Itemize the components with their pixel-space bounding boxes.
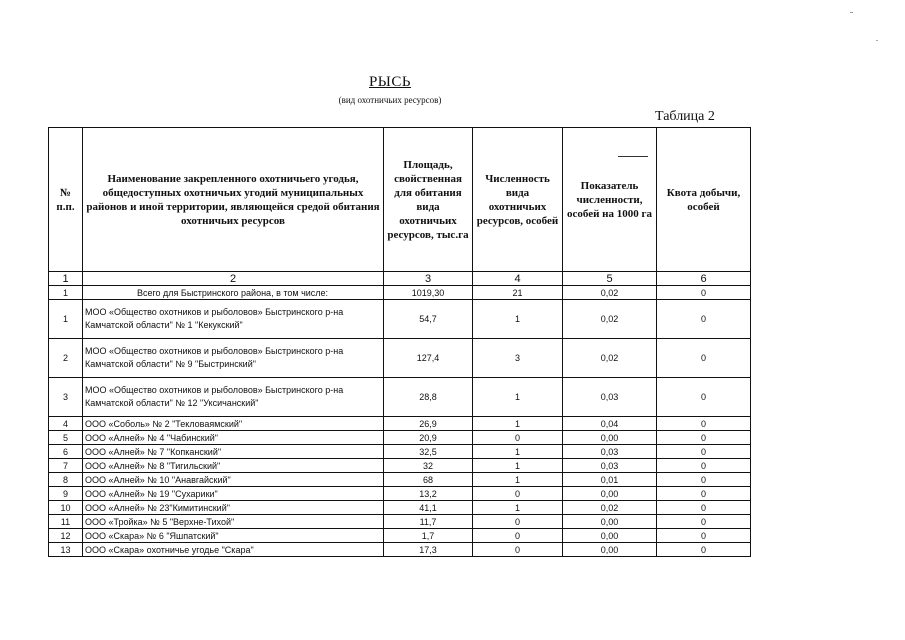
- row-quota: 0: [657, 515, 751, 529]
- header-name: Наименование закрепленного охотничьего угодья, общедоступных охотничьих угодий муниципальных районов и иной территории, являющейся средой обитания охотничьих ресурсов: [83, 128, 384, 272]
- row-count: 1: [473, 459, 563, 473]
- document-title: РЫСЬ: [368, 74, 412, 90]
- row-quota: 0: [657, 501, 751, 515]
- row-density: 0,02: [563, 501, 657, 515]
- row-name: МОО «Общество охотников и рыболовов» Быстринского р-на Камчатской области" № 9 "Быстринский": [83, 339, 384, 378]
- row-density: 0,00: [563, 529, 657, 543]
- row-density: 0,02: [563, 286, 657, 300]
- row-name: МОО «Общество охотников и рыболовов» Быстринского р-на Камчатской области" № 1 "Кекукский": [83, 300, 384, 339]
- row-quota: 0: [657, 529, 751, 543]
- table-row: [49, 300, 751, 339]
- table-row: [49, 501, 751, 515]
- row-density: 0,01: [563, 473, 657, 487]
- row-density: 0,00: [563, 543, 657, 557]
- row-count: 1: [473, 501, 563, 515]
- row-density: 0,04: [563, 417, 657, 431]
- row-quota: 0: [657, 417, 751, 431]
- row-area: 68: [384, 473, 473, 487]
- row-number: 9: [49, 487, 83, 501]
- row-count: 0: [473, 487, 563, 501]
- row-area: 20,9: [384, 431, 473, 445]
- row-count: 1: [473, 473, 563, 487]
- row-name: МОО «Общество охотников и рыболовов» Быстринского р-на Камчатской области" № 12 "Уксичанский": [83, 378, 384, 417]
- row-count: 21: [473, 286, 563, 300]
- column-number: 5: [563, 272, 657, 286]
- row-area: 1,7: [384, 529, 473, 543]
- column-number: 4: [473, 272, 563, 286]
- table-row: [49, 543, 751, 557]
- row-number: 6: [49, 445, 83, 459]
- header-quota: Квота добычи, особей: [657, 128, 751, 272]
- row-density: 0,02: [563, 300, 657, 339]
- table-row: [49, 473, 751, 487]
- row-density: 0,03: [563, 459, 657, 473]
- row-count: 1: [473, 445, 563, 459]
- row-number: 7: [49, 459, 83, 473]
- header-count: Численность вида охотничьих ресурсов, особей: [473, 128, 563, 272]
- row-area: 1019,30: [384, 286, 473, 300]
- header-area: Площадь, свойственная для обитания вида охотничьих ресурсов, тыс.га: [384, 128, 473, 272]
- row-density: 0,03: [563, 378, 657, 417]
- row-area: 13,2: [384, 487, 473, 501]
- row-area: 127,4: [384, 339, 473, 378]
- header-row: [49, 128, 751, 272]
- row-name: ООО «Алней» № 7 "Копканский": [83, 445, 384, 459]
- row-number: 13: [49, 543, 83, 557]
- table-row: [49, 417, 751, 431]
- table-row: [49, 339, 751, 378]
- row-quota: 0: [657, 487, 751, 501]
- table-row: [49, 445, 751, 459]
- header-number: № п.п.: [49, 128, 83, 272]
- row-number: 5: [49, 431, 83, 445]
- row-name: ООО «Алней» № 4 "Чабинский": [83, 431, 384, 445]
- row-density: 0,00: [563, 487, 657, 501]
- row-count: 0: [473, 515, 563, 529]
- row-area: 17,3: [384, 543, 473, 557]
- quota-table: [48, 127, 751, 557]
- column-number: 6: [657, 272, 751, 286]
- row-area: 32: [384, 459, 473, 473]
- table-row: [49, 431, 751, 445]
- column-number: 1: [49, 272, 83, 286]
- row-number: 4: [49, 417, 83, 431]
- table-row: [49, 515, 751, 529]
- row-count: 1: [473, 300, 563, 339]
- row-quota: 0: [657, 431, 751, 445]
- row-name: ООО «Алней» № 23"Кимитинский": [83, 501, 384, 515]
- scan-speck: [850, 12, 853, 13]
- row-density: 0,02: [563, 339, 657, 378]
- row-name: ООО «Соболь» № 2 "Текловаямский": [83, 417, 384, 431]
- row-count: 1: [473, 417, 563, 431]
- row-quota: 0: [657, 473, 751, 487]
- row-density: 0,03: [563, 445, 657, 459]
- column-number-row: [49, 272, 751, 286]
- row-name: Всего для Быстринского района, в том числе:: [83, 286, 384, 300]
- pen-mark: [618, 156, 648, 157]
- column-number: 3: [384, 272, 473, 286]
- row-name: ООО «Алней» № 10 "Анавгайский": [83, 473, 384, 487]
- row-area: 26,9: [384, 417, 473, 431]
- table-row: [49, 378, 751, 417]
- row-quota: 0: [657, 459, 751, 473]
- row-count: 0: [473, 543, 563, 557]
- row-area: 54,7: [384, 300, 473, 339]
- header-density: Показатель численности, особей на 1000 га: [563, 128, 657, 272]
- row-quota: 0: [657, 378, 751, 417]
- row-number: 10: [49, 501, 83, 515]
- row-number: 1: [49, 300, 83, 339]
- row-area: 28,8: [384, 378, 473, 417]
- row-name: ООО «Скара» № 6 "Яшпатский": [83, 529, 384, 543]
- row-count: 1: [473, 378, 563, 417]
- row-number: 11: [49, 515, 83, 529]
- row-area: 32,5: [384, 445, 473, 459]
- row-number: 2: [49, 339, 83, 378]
- row-count: 3: [473, 339, 563, 378]
- row-density: 0,00: [563, 515, 657, 529]
- row-name: ООО «Алней» № 8 "Тигильский": [83, 459, 384, 473]
- row-number: 8: [49, 473, 83, 487]
- scan-speck: [876, 40, 878, 41]
- row-area: 11,7: [384, 515, 473, 529]
- row-name: ООО «Алней» № 19 "Сухарики": [83, 487, 384, 501]
- row-quota: 0: [657, 286, 751, 300]
- row-name: ООО «Тройка» № 5 "Верхне-Тихой": [83, 515, 384, 529]
- row-quota: 0: [657, 339, 751, 378]
- row-quota: 0: [657, 300, 751, 339]
- column-number: 2: [83, 272, 384, 286]
- table-row: [49, 529, 751, 543]
- row-quota: 0: [657, 543, 751, 557]
- document-subtitle: (вид охотничьих ресурсов): [338, 95, 442, 105]
- row-quota: 0: [657, 445, 751, 459]
- row-number: 3: [49, 378, 83, 417]
- table-row-total: [49, 286, 751, 300]
- row-count: 0: [473, 431, 563, 445]
- table-row: [49, 459, 751, 473]
- row-number: 1: [49, 286, 83, 300]
- row-number: 12: [49, 529, 83, 543]
- row-count: 0: [473, 529, 563, 543]
- row-name: ООО «Скара» охотничье угодье "Скара": [83, 543, 384, 557]
- table-row: [49, 487, 751, 501]
- row-density: 0,00: [563, 431, 657, 445]
- row-area: 41,1: [384, 501, 473, 515]
- table-label: Таблица 2: [655, 109, 715, 124]
